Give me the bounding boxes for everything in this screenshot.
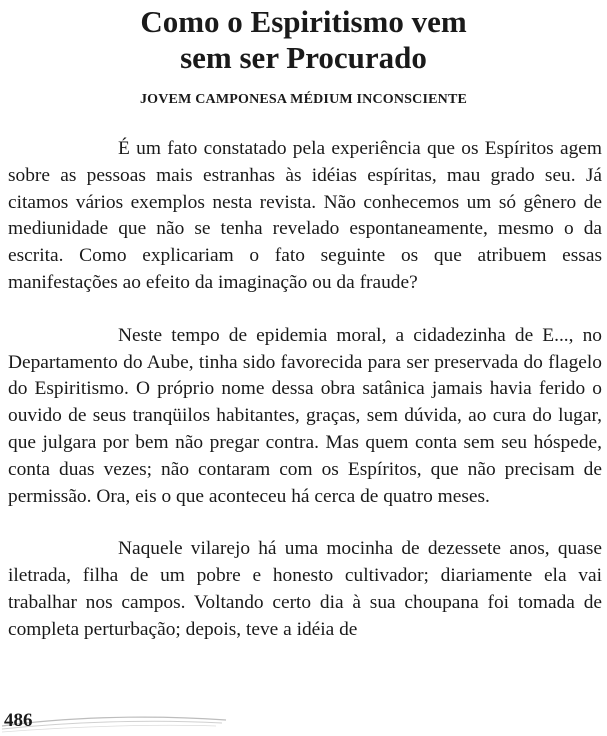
paragraph-1: É um fato constatado pela experiência que os Espíritos agem sobre as pessoas mais estranhas às idéias espíritas, mau grado seu. Já citamos vários exemplos nesta revista. Não conhecemos um só gênero de mediunidade que não se tenha revelado espontaneamente, mesmo o da escrita. Como explicariam o fato seguinte os que atribuem essas manifestações ao efeito da imaginação ou da fraude? (8, 138, 602, 293)
paragraph-3: Naquele vilarejo há uma mocinha de dezessete anos, quase iletrada, filha de um pobre e honesto cultivador; diariamente ela vai trabalhar nos campos. Voltando certo dia à sua choupana foi tomada de completa perturbação; depois, teve a idéia de (8, 538, 602, 640)
page-corner-ornament (0, 696, 230, 736)
title-line-2: sem ser Procurado (180, 40, 427, 75)
page-title (0, 4, 607, 76)
title-line-1: Como o Espiritismo vem (140, 4, 467, 39)
page-number: 486 (4, 710, 33, 731)
body-text (8, 136, 602, 670)
section-subtitle: JOVEM CAMPONESA MÉDIUM INCONSCIENTE (139, 92, 468, 107)
paragraph-2: Neste tempo de epidemia moral, a cidadezinha de E..., no Departamento do Aube, tinha sido favorecida para ser preservada do flagelo do Espiritismo. O próprio nome dessa obra satânica jamais havia ferido o ouvido de seus tranqüilos habitantes, graças, sem dúvida, ao cura do lugar, que julgara por bem não pregar contra. Mas quem conta sem seu hóspede, conta duas vezes; não contaram com os Espíritos, que não precisam de permissão. Ora, eis o que aconteceu há cerca de quatro meses. (8, 324, 602, 507)
